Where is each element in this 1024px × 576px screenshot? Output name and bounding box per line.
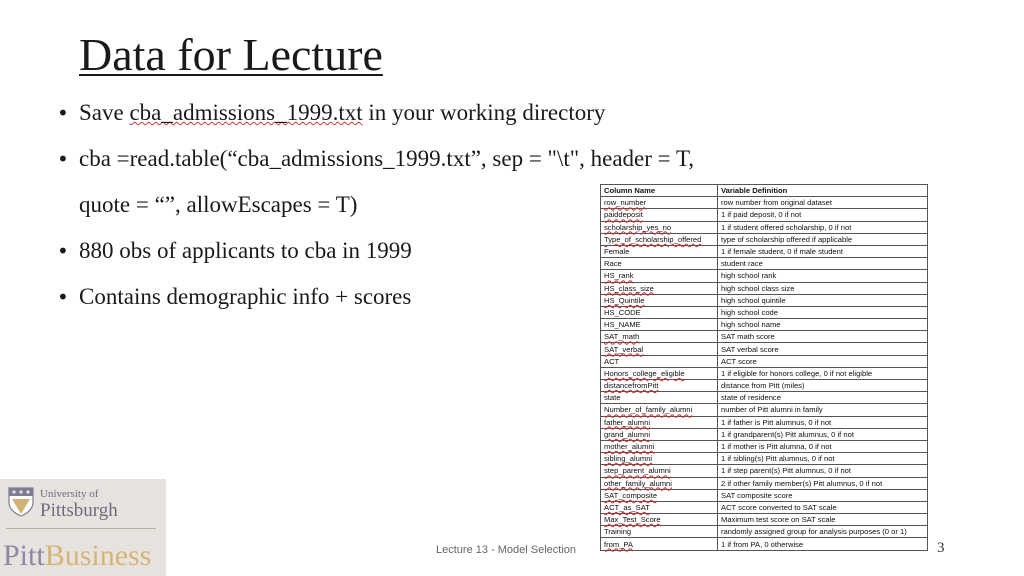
- column-name-text: father_alumni: [604, 417, 651, 427]
- column-name-text: Race: [604, 259, 622, 269]
- bullet-read-table: [55, 144, 815, 174]
- bullet-text: Save: [79, 100, 130, 125]
- variable-definition-cell: ACT score converted to SAT scale: [718, 501, 928, 513]
- table-row: [601, 465, 928, 477]
- table-row: [601, 404, 928, 416]
- column-name-cell: [601, 526, 718, 538]
- bullet-read-table-continuation: quote = “”, allowEscapes = T): [79, 192, 358, 217]
- variable-definition-cell: 1 if grandparent(s) Pitt alumnus, 0 if not: [718, 428, 928, 440]
- variable-definition-cell: SAT composite score: [718, 489, 928, 501]
- table-body: [601, 197, 928, 550]
- table-row: [601, 245, 928, 257]
- variable-definition-cell: 1 if female student, 0 if male student: [718, 245, 928, 257]
- column-name-cell: [601, 489, 718, 501]
- pitt-business-logo: [0, 479, 166, 576]
- column-name-text: mother_alumni: [604, 442, 655, 452]
- column-name-cell: [601, 221, 718, 233]
- table-row: [601, 343, 928, 355]
- variable-definition-table: [600, 184, 928, 551]
- slide-footer: Lecture 13 - Model Selection: [436, 544, 577, 556]
- variable-definition-cell: state of residence: [718, 392, 928, 404]
- column-name-cell: [601, 331, 718, 343]
- pitt-text: Pitt: [3, 539, 45, 572]
- variable-definition-cell: type of scholarship offered if applicable: [718, 233, 928, 245]
- variable-definition-cell: high school quintile: [718, 294, 928, 306]
- variable-definition-cell: 1 if from PA, 0 otherwise: [718, 538, 928, 550]
- slide-title: Data for Lecture: [79, 29, 383, 80]
- table-header-row: [601, 185, 928, 197]
- column-name-cell: [601, 453, 718, 465]
- column-name-cell: [601, 514, 718, 526]
- variable-definition-cell: 2 if other family member(s) Pitt alumnus, 0 if not: [718, 477, 928, 489]
- column-name-cell: [601, 440, 718, 452]
- variable-definition-cell: ACT score: [718, 355, 928, 367]
- table-row: [601, 416, 928, 428]
- table-row: [601, 440, 928, 452]
- table-row: [601, 453, 928, 465]
- bullet-text: 880 obs of applicants to cba in 1999: [79, 238, 412, 263]
- column-name-text: HS_class_size: [604, 283, 654, 293]
- variable-definition-cell: row number from original dataset: [718, 197, 928, 209]
- column-name-cell: [601, 245, 718, 257]
- file-name: cba_admissions_1999.txt: [129, 100, 363, 125]
- table-row: [601, 221, 928, 233]
- column-name-text: Number_of_family_alumni: [604, 405, 693, 415]
- column-name-cell: [601, 380, 718, 392]
- column-name-cell: [601, 306, 718, 318]
- column-name-cell: [601, 294, 718, 306]
- column-name-cell: [601, 392, 718, 404]
- variable-definition-cell: 1 if step parent(s) Pitt alumnus, 0 if not: [718, 465, 928, 477]
- column-name-cell: [601, 233, 718, 245]
- column-name-text: HS_rank: [604, 271, 634, 281]
- column-name-text: state: [604, 393, 621, 403]
- bullet-dot-icon: •: [57, 239, 69, 263]
- bullet-dot-icon: •: [57, 147, 69, 171]
- column-name-text: Training: [604, 527, 632, 537]
- variable-definition-cell: high school class size: [718, 282, 928, 294]
- column-name-cell: [601, 367, 718, 379]
- column-name-cell: [601, 343, 718, 355]
- column-name-text: SAT_composite: [604, 490, 658, 500]
- column-name-cell: [601, 501, 718, 513]
- column-name-cell: [601, 355, 718, 367]
- table-row: [601, 538, 928, 550]
- column-name-text: Honors_college_eligible: [604, 368, 685, 378]
- bullet-text: in your working directory: [362, 100, 606, 125]
- variable-definition-cell: SAT math score: [718, 331, 928, 343]
- table-row: [601, 367, 928, 379]
- table-row: [601, 380, 928, 392]
- table-row: [601, 501, 928, 513]
- university-of-text: University of: [40, 488, 99, 500]
- column-name-text: HS_CODE: [604, 307, 641, 317]
- table-row: [601, 428, 928, 440]
- variable-definition-cell: SAT verbal score: [718, 343, 928, 355]
- bullet-text: Contains demographic info + scores: [79, 284, 412, 309]
- table-row: [601, 477, 928, 489]
- table-row: [601, 355, 928, 367]
- university-crest-icon: [8, 487, 34, 517]
- variable-definition-cell: 1 if student offered scholarship, 0 if not: [718, 221, 928, 233]
- column-name-text: paiddeposit: [604, 210, 643, 220]
- column-name-text: Max_Test_Score: [604, 515, 661, 525]
- bullet-text: cba =read.table(“cba_admissions_1999.txt”, sep = "\t", header = T,: [79, 146, 695, 171]
- column-name-text: other_family_alumni: [604, 478, 672, 488]
- pittsburgh-text: Pittsburgh: [40, 500, 118, 521]
- column-name-cell: [601, 404, 718, 416]
- column-name-cell: [601, 197, 718, 209]
- bullet-dot-icon: •: [57, 101, 69, 125]
- table-row: [601, 514, 928, 526]
- page-number: 3: [937, 540, 945, 556]
- variable-definition-cell: 1 if sibling(s) Pitt alumnus, 0 if not: [718, 453, 928, 465]
- column-name-text: from_PA: [604, 539, 633, 549]
- column-name-text: row_number: [604, 198, 647, 208]
- table-row: [601, 233, 928, 245]
- table-row: [601, 319, 928, 331]
- table-row: [601, 197, 928, 209]
- column-name-cell: [601, 270, 718, 282]
- table-row: [601, 294, 928, 306]
- table-row: [601, 282, 928, 294]
- column-name-text: HS_Quintile: [604, 295, 645, 305]
- table-row: [601, 331, 928, 343]
- column-name-text: distancefromPitt: [604, 381, 659, 391]
- column-name-text: ACT: [604, 356, 620, 366]
- table-row: [601, 306, 928, 318]
- column-name-text: grand_alumni: [604, 429, 651, 439]
- column-name-cell: [601, 538, 718, 550]
- bullet-save-file: [55, 98, 815, 128]
- variable-definition-cell: number of Pitt alumni in family: [718, 404, 928, 416]
- table-row: [601, 392, 928, 404]
- variable-definition-cell: 1 if father is Pitt alumnus, 0 if not: [718, 416, 928, 428]
- column-name-text: sibling_alumni: [604, 454, 653, 464]
- variable-definition-cell: 1 if mother is Pitt alumna, 0 if not: [718, 440, 928, 452]
- column-name-text: ACT_as_SAT: [604, 502, 650, 512]
- variable-definition-header: Variable Definition: [718, 185, 928, 197]
- logo-divider: [6, 528, 156, 529]
- variable-definition-cell: randomly assigned group for analysis purposes (0 or 1): [718, 526, 928, 538]
- column-name-text: SAT_math: [604, 332, 640, 342]
- column-name-text: scholarship_yes_no: [604, 222, 672, 232]
- column-name-cell: [601, 465, 718, 477]
- column-name-cell: [601, 209, 718, 221]
- table-row: [601, 526, 928, 538]
- variable-definition-cell: high school code: [718, 306, 928, 318]
- column-name-cell: [601, 428, 718, 440]
- table-row: [601, 489, 928, 501]
- column-name-cell: [601, 319, 718, 331]
- university-wordmark: [40, 489, 118, 520]
- table-row: [601, 258, 928, 270]
- table-row: [601, 270, 928, 282]
- column-name-text: Female: [604, 247, 630, 257]
- column-name-text: step_parent_alumni: [604, 466, 671, 476]
- table-row: [601, 209, 928, 221]
- business-text: Business: [44, 539, 152, 572]
- column-name-text: Type_of_scholarship_offered: [604, 234, 702, 244]
- column-name-cell: [601, 282, 718, 294]
- column-name-cell: [601, 477, 718, 489]
- column-name-cell: [601, 416, 718, 428]
- variable-definition-cell: Maximum test score on SAT scale: [718, 514, 928, 526]
- variable-definition-cell: student race: [718, 258, 928, 270]
- pitt-business-wordmark: [3, 539, 151, 573]
- column-name-cell: [601, 258, 718, 270]
- column-name-header: Column Name: [601, 185, 718, 197]
- variable-definition-cell: 1 if paid deposit, 0 if not: [718, 209, 928, 221]
- variable-definition-cell: high school name: [718, 319, 928, 331]
- column-name-text: HS_NAME: [604, 320, 641, 330]
- column-name-text: SAT_verbal: [604, 344, 644, 354]
- variable-definition-cell: high school rank: [718, 270, 928, 282]
- variable-definition-cell: 1 if eligible for honors college, 0 if not eligible: [718, 367, 928, 379]
- bullet-dot-icon: •: [57, 285, 69, 309]
- variable-definition-cell: distance from Pitt (miles): [718, 380, 928, 392]
